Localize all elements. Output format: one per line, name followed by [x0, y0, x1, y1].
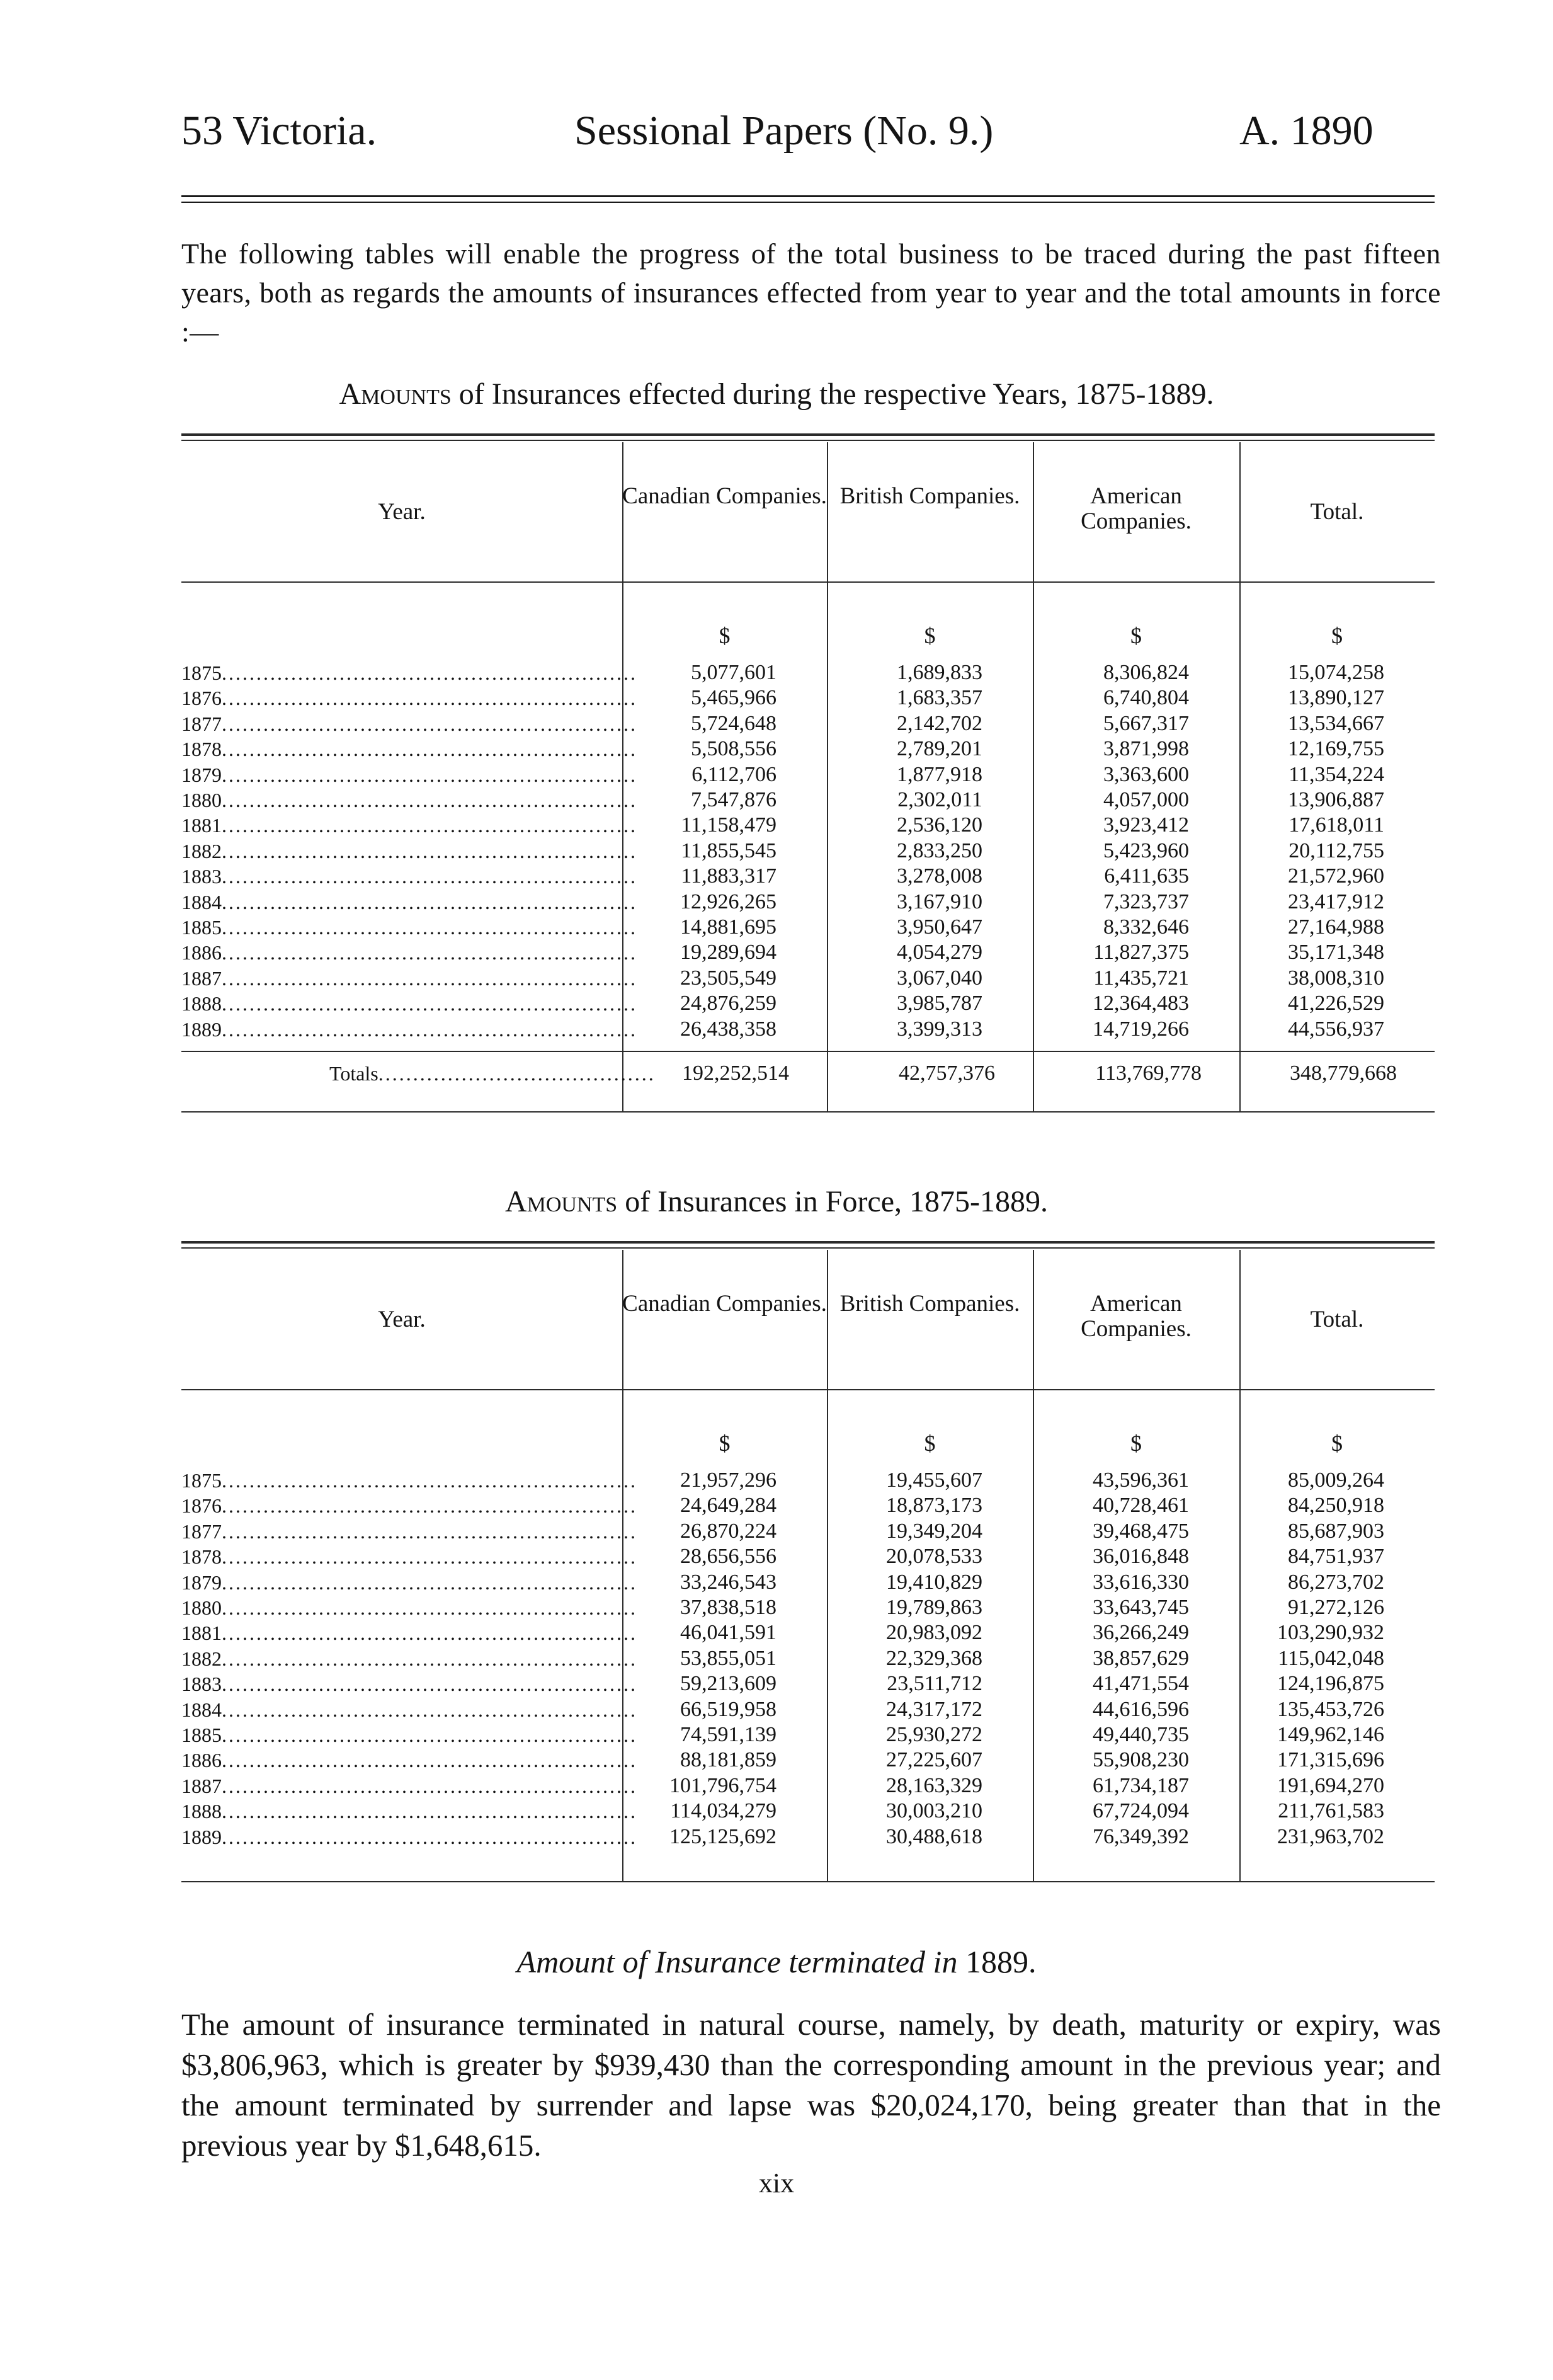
american-value: 36,016,848	[1093, 1545, 1189, 1569]
year-label	[181, 1468, 637, 1493]
year-label	[181, 915, 637, 940]
leader-dots: ............................................................	[222, 941, 637, 964]
british-value: 24,317,172	[886, 1697, 982, 1721]
british-value: 20,078,533	[886, 1545, 982, 1569]
year-label	[181, 1799, 637, 1824]
year-value: 1889	[181, 1017, 222, 1041]
american-value: 3,363,600	[1103, 762, 1189, 786]
leader-dots: ............................................................	[222, 1825, 637, 1848]
american-value: 6,740,804	[1103, 686, 1189, 710]
leader-dots: ........................................	[378, 1062, 656, 1085]
insurances-effected-table	[181, 433, 1435, 1158]
total-value: 85,687,903	[1288, 1519, 1384, 1543]
column-header: British Companies.	[839, 1291, 1020, 1317]
currency-symbol: $	[1130, 1431, 1142, 1456]
leader-dots: ............................................................	[222, 712, 637, 735]
column-total: 42,757,376	[899, 1061, 995, 1085]
total-value: 13,534,667	[1288, 711, 1384, 735]
american-value: 11,827,375	[1093, 941, 1189, 964]
british-value: 1,689,833	[897, 661, 982, 684]
year-label	[181, 1824, 637, 1850]
american-value: 39,468,475	[1093, 1519, 1189, 1543]
leader-dots: ............................................................	[222, 763, 637, 786]
year-value: 1883	[181, 865, 222, 888]
year-value: 1885	[181, 916, 222, 939]
year-label	[181, 1697, 637, 1722]
total-value: 12,169,755	[1288, 737, 1384, 761]
canadian-value: 53,855,051	[680, 1646, 776, 1670]
column-header: Total.	[1310, 1307, 1364, 1332]
table2-caption-rest: of Insurances in Force, 1875-1889.	[617, 1185, 1049, 1218]
table-top-rule	[181, 1241, 1435, 1244]
total-value: 211,761,583	[1278, 1799, 1384, 1823]
currency-symbol: $	[924, 1431, 936, 1456]
leader-dots: ............................................................	[222, 992, 637, 1016]
canadian-value: 14,881,695	[680, 915, 776, 939]
year-value: 1875	[181, 1469, 222, 1492]
canadian-value: 33,246,543	[680, 1570, 776, 1594]
leader-dots: ............................................................	[222, 916, 637, 939]
page-number: xix	[758, 2168, 795, 2199]
leader-dots: ............................................................	[222, 661, 637, 684]
currency-symbol: $	[719, 1431, 731, 1456]
american-value: 33,643,745	[1093, 1596, 1189, 1619]
leader-dots: ............................................................	[222, 1800, 637, 1823]
year-value: 1881	[181, 1622, 222, 1645]
british-value: 2,789,201	[897, 737, 982, 761]
year-value: 1886	[181, 1749, 222, 1772]
total-value: 103,290,932	[1277, 1621, 1384, 1645]
year-value: 1880	[181, 1596, 222, 1619]
total-value: 85,009,264	[1288, 1468, 1384, 1492]
leader-dots: ............................................................	[222, 1494, 637, 1518]
header-left: 53 Victoria.	[181, 108, 377, 154]
canadian-value: 125,125,692	[669, 1824, 776, 1848]
american-value: 8,306,824	[1103, 661, 1189, 684]
year-value: 1880	[181, 789, 222, 811]
leader-dots: ............................................................	[222, 865, 637, 888]
canadian-value: 24,649,284	[680, 1494, 776, 1518]
british-value: 3,278,008	[897, 864, 982, 888]
year-value: 1889	[181, 1825, 222, 1848]
year-value: 1887	[181, 1774, 222, 1797]
terminated-heading-c: Insurance terminated in	[654, 1944, 958, 1979]
canadian-value: 7,547,876	[691, 788, 776, 811]
year-value: 1884	[181, 890, 222, 913]
currency-symbol: $	[1331, 1431, 1343, 1456]
canadian-value: 5,724,648	[691, 711, 776, 735]
british-value: 2,833,250	[897, 838, 982, 862]
leader-dots: ............................................................	[222, 1469, 637, 1492]
canadian-value: 12,926,265	[680, 890, 776, 913]
year-label	[181, 1748, 637, 1773]
year-label	[181, 685, 637, 711]
leader-dots: ............................................................	[222, 1570, 637, 1594]
currency-symbol: $	[924, 623, 936, 648]
column-header: Year.	[378, 499, 426, 525]
totals-label	[181, 1061, 656, 1086]
table-header-rule	[181, 1389, 1435, 1390]
terminated-paragraph: The amount of insurance terminated in natural course, namely, by death, maturity or expiry, was $3,806,963, which is greater by $939,430 than the corresponding amount in the previous year; and the amount terminated by surrender and lapse was $20,024,170, being greater than that in the previous year by $1,648,615.	[181, 2007, 1441, 2163]
totals-text: Totals	[329, 1062, 378, 1085]
british-value: 30,488,618	[886, 1824, 982, 1848]
total-value: 35,171,348	[1288, 941, 1384, 964]
canadian-value: 37,838,518	[680, 1596, 776, 1619]
american-value: 40,728,461	[1093, 1494, 1189, 1518]
british-value: 2,536,120	[897, 813, 982, 837]
american-value: 44,616,596	[1093, 1697, 1189, 1721]
total-value: 171,315,696	[1277, 1748, 1384, 1772]
year-value: 1877	[181, 712, 222, 735]
leader-dots: ............................................................	[222, 789, 637, 811]
british-value: 25,930,272	[886, 1723, 982, 1746]
leader-dots: ............................................................	[222, 1622, 637, 1645]
currency-symbol: $	[719, 623, 731, 648]
table-top-rule-thin	[181, 1247, 1435, 1249]
total-value: 15,074,258	[1288, 661, 1384, 684]
canadian-value: 101,796,754	[669, 1773, 776, 1797]
year-label	[181, 1544, 637, 1569]
british-value: 28,163,329	[886, 1773, 982, 1797]
total-value: 84,250,918	[1288, 1494, 1384, 1518]
year-label	[181, 838, 637, 864]
canadian-value: 59,213,609	[680, 1672, 776, 1696]
american-value: 61,734,187	[1093, 1773, 1189, 1797]
total-value: 115,042,048	[1278, 1646, 1384, 1670]
column-header: Year.	[378, 1307, 426, 1332]
american-value: 3,871,998	[1103, 737, 1189, 761]
year-label	[181, 1722, 637, 1748]
american-value: 38,857,629	[1093, 1646, 1189, 1670]
american-value: 14,719,266	[1093, 1017, 1189, 1041]
canadian-value: 24,876,259	[680, 992, 776, 1016]
year-value: 1879	[181, 763, 222, 786]
year-value: 1888	[181, 1800, 222, 1823]
british-value: 18,873,173	[886, 1494, 982, 1518]
table-top-rule-thin	[181, 440, 1435, 441]
leader-dots: ............................................................	[222, 1673, 637, 1696]
currency-symbol: $	[1130, 623, 1142, 648]
year-label	[181, 864, 637, 889]
american-value: 4,057,000	[1103, 788, 1189, 811]
canadian-value: 66,519,958	[680, 1697, 776, 1721]
column-header: Canadian Companies.	[622, 1291, 827, 1317]
year-label	[181, 1646, 637, 1671]
year-label	[181, 1620, 637, 1645]
canadian-value: 74,591,139	[680, 1723, 776, 1746]
american-value: 36,266,249	[1093, 1621, 1189, 1645]
table-header-rule	[181, 581, 1435, 583]
total-value: 91,272,126	[1288, 1596, 1384, 1619]
currency-symbol: $	[1331, 623, 1343, 648]
year-label	[181, 1519, 637, 1544]
american-value: 67,724,094	[1093, 1799, 1189, 1823]
canadian-value: 11,883,317	[681, 864, 776, 888]
header-rule	[181, 195, 1435, 197]
american-value: 41,471,554	[1093, 1672, 1189, 1696]
year-label	[181, 711, 637, 736]
terminated-heading-a: Amount	[516, 1944, 615, 1979]
british-value: 19,455,607	[886, 1468, 982, 1492]
canadian-value: 5,508,556	[691, 737, 776, 761]
header-rule-thin	[181, 202, 1435, 203]
british-value: 19,349,204	[886, 1519, 982, 1543]
year-label	[181, 762, 637, 787]
column-header: Canadian Companies.	[622, 483, 827, 509]
total-value: 23,417,912	[1288, 890, 1384, 913]
leader-dots: ............................................................	[222, 1749, 637, 1772]
british-value: 1,683,357	[897, 686, 982, 710]
american-value: 12,364,483	[1093, 992, 1189, 1016]
leader-dots: ............................................................	[222, 1519, 637, 1543]
american-value: 6,411,635	[1104, 864, 1189, 888]
column-total: 348,779,668	[1290, 1061, 1397, 1085]
american-value: 55,908,230	[1093, 1748, 1189, 1772]
terminated-heading-b: of	[615, 1944, 655, 1979]
column-header: American Companies.	[1081, 1291, 1192, 1342]
year-label	[181, 1493, 637, 1518]
leader-dots: ............................................................	[222, 1724, 637, 1746]
year-value: 1876	[181, 1494, 222, 1518]
british-value: 3,067,040	[897, 966, 982, 990]
year-label	[181, 660, 637, 685]
total-value: 86,273,702	[1288, 1570, 1384, 1594]
canadian-value: 88,181,859	[680, 1748, 776, 1772]
total-value: 84,751,937	[1288, 1545, 1384, 1569]
table1-caption-rest: of Insurances effected during the respective Years, 1875-1889.	[451, 377, 1214, 411]
leader-dots: ............................................................	[222, 1774, 637, 1797]
year-value: 1885	[181, 1724, 222, 1746]
year-label	[181, 1570, 637, 1595]
insurances-in-force-table	[181, 1241, 1435, 1928]
table1-caption-lead: Amounts	[339, 377, 452, 411]
year-value: 1888	[181, 992, 222, 1016]
total-value: 41,226,529	[1288, 992, 1384, 1016]
total-value: 11,354,224	[1288, 762, 1384, 786]
column-total: 113,769,778	[1095, 1061, 1202, 1085]
year-label	[181, 1017, 637, 1042]
total-value: 231,963,702	[1277, 1824, 1384, 1848]
total-value: 20,112,755	[1288, 838, 1384, 862]
leader-dots: ............................................................	[222, 1545, 637, 1569]
american-value: 3,923,412	[1103, 813, 1189, 837]
table2-caption-lead: Amounts	[504, 1185, 618, 1218]
year-value: 1887	[181, 966, 222, 990]
leader-dots: ............................................................	[222, 687, 637, 710]
column-total: 192,252,514	[682, 1061, 789, 1085]
total-value: 27,164,988	[1288, 915, 1384, 939]
year-label	[181, 966, 637, 991]
leader-dots: ............................................................	[222, 738, 637, 761]
year-label	[181, 736, 637, 762]
column-header: American Companies.	[1081, 483, 1192, 534]
british-value: 3,399,313	[897, 1017, 982, 1041]
year-value: 1877	[181, 1519, 222, 1543]
table1-caption	[0, 377, 1553, 411]
total-value: 191,694,270	[1277, 1773, 1384, 1797]
leader-dots: ............................................................	[222, 1596, 637, 1619]
leader-dots: ............................................................	[222, 1647, 637, 1670]
year-value: 1879	[181, 1570, 222, 1594]
column-header: Total.	[1310, 499, 1364, 525]
british-value: 22,329,368	[886, 1646, 982, 1670]
column-header: British Companies.	[839, 483, 1020, 509]
table-totals-rule	[181, 1051, 1435, 1052]
year-value: 1884	[181, 1698, 222, 1721]
year-value: 1878	[181, 738, 222, 761]
year-label	[181, 991, 637, 1016]
american-value: 7,323,737	[1103, 890, 1189, 913]
canadian-value: 28,656,556	[680, 1545, 776, 1569]
total-value: 44,556,937	[1288, 1017, 1384, 1041]
total-value: 124,196,875	[1277, 1672, 1384, 1696]
total-value: 38,008,310	[1288, 966, 1384, 990]
american-value: 43,596,361	[1093, 1468, 1189, 1492]
leader-dots: ............................................................	[222, 1017, 637, 1041]
total-value: 13,890,127	[1288, 686, 1384, 710]
year-value: 1876	[181, 687, 222, 710]
british-value: 20,983,092	[886, 1621, 982, 1645]
year-value: 1882	[181, 1647, 222, 1670]
american-value: 49,440,735	[1093, 1723, 1189, 1746]
british-value: 19,789,863	[886, 1596, 982, 1619]
year-value: 1882	[181, 839, 222, 862]
year-label	[181, 1773, 637, 1799]
leader-dots: ............................................................	[222, 839, 637, 862]
table-top-rule	[181, 433, 1435, 436]
canadian-value: 26,870,224	[680, 1519, 776, 1543]
british-value: 30,003,210	[886, 1799, 982, 1823]
british-value: 3,950,647	[897, 915, 982, 939]
canadian-value: 114,034,279	[670, 1799, 776, 1823]
british-value: 3,167,910	[897, 890, 982, 913]
year-label	[181, 1595, 637, 1620]
leader-dots: ............................................................	[222, 1698, 637, 1721]
british-value: 23,511,712	[887, 1672, 982, 1696]
total-value: 21,572,960	[1288, 864, 1384, 888]
intro-paragraph: The following tables will enable the progress of the total business to be traced during the past fifteen years, both as regards the amounts of insurances effected from year to year and the total amounts in force :—	[181, 237, 1441, 348]
canadian-value: 21,957,296	[680, 1468, 776, 1492]
year-label	[181, 890, 637, 915]
canadian-value: 19,289,694	[680, 941, 776, 964]
year-value: 1881	[181, 814, 222, 837]
canadian-value: 46,041,591	[680, 1621, 776, 1645]
terminated-heading	[0, 1943, 1553, 1980]
year-value: 1883	[181, 1673, 222, 1696]
canadian-value: 6,112,706	[691, 762, 776, 786]
year-value: 1886	[181, 941, 222, 964]
year-value: 1875	[181, 661, 222, 684]
year-label	[181, 787, 637, 813]
header-center: Sessional Papers (No. 9.)	[574, 108, 994, 154]
british-value: 1,877,918	[897, 762, 982, 786]
american-value: 8,332,646	[1103, 915, 1189, 939]
total-value: 149,962,146	[1277, 1723, 1384, 1746]
american-value: 5,423,960	[1103, 838, 1189, 862]
header-right: A. 1890	[1239, 108, 1374, 154]
terminated-heading-year: 1889.	[957, 1944, 1037, 1979]
british-value: 27,225,607	[886, 1748, 982, 1772]
leader-dots: ............................................................	[222, 890, 637, 913]
total-value: 17,618,011	[1288, 813, 1384, 837]
american-value: 76,349,392	[1093, 1824, 1189, 1848]
british-value: 3,985,787	[897, 992, 982, 1016]
total-value: 13,906,887	[1288, 788, 1384, 811]
american-value: 11,435,721	[1093, 966, 1189, 990]
leader-dots: ............................................................	[222, 814, 637, 837]
leader-dots: ............................................................	[222, 966, 637, 990]
canadian-value: 5,077,601	[691, 661, 776, 684]
canadian-value: 11,158,479	[681, 813, 776, 837]
canadian-value: 11,855,545	[681, 838, 776, 862]
table-bottom-rule	[181, 1881, 1435, 1882]
british-value: 4,054,279	[897, 941, 982, 964]
table-bottom-rule	[181, 1111, 1435, 1113]
canadian-value: 23,505,549	[680, 966, 776, 990]
table2-caption	[0, 1184, 1553, 1219]
year-value: 1878	[181, 1545, 222, 1569]
british-value: 19,410,829	[886, 1570, 982, 1594]
american-value: 5,667,317	[1103, 711, 1189, 735]
canadian-value: 5,465,966	[691, 686, 776, 710]
total-value: 135,453,726	[1277, 1697, 1384, 1721]
american-value: 33,616,330	[1093, 1570, 1189, 1594]
year-label	[181, 813, 637, 838]
british-value: 2,302,011	[897, 788, 982, 811]
year-label	[181, 1671, 637, 1696]
canadian-value: 26,438,358	[680, 1017, 776, 1041]
british-value: 2,142,702	[897, 711, 982, 735]
year-label	[181, 940, 637, 965]
